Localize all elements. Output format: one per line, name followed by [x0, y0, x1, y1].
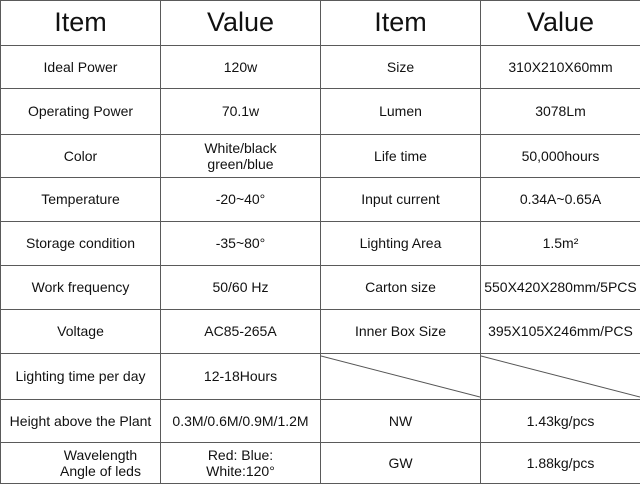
value-wavelength: Red: Blue: — [161, 447, 320, 463]
value-color-line1: White/black — [161, 140, 320, 156]
value-input-current: 0.34A~0.65A — [481, 178, 640, 222]
item-height-above-plant: Height above the Plant — [1, 400, 161, 443]
value-lighting-area: 1.5m² — [481, 222, 640, 266]
header-row — [1, 1, 640, 46]
item-lighting-area: Lighting Area — [321, 222, 481, 266]
value-work-frequency: 50/60 Hz — [161, 266, 321, 310]
empty-cell-diagonal — [481, 354, 640, 400]
table-row — [1, 400, 640, 443]
item-storage-condition: Storage condition — [1, 222, 161, 266]
header-item: Item — [321, 1, 481, 46]
item-wavelength-angle — [1, 443, 161, 484]
value-carton-size: 550X420X280mm/5PCS — [481, 266, 640, 310]
item-voltage: Voltage — [1, 310, 161, 354]
item-lighting-time: Lighting time per day — [1, 354, 161, 400]
value-angle: White:120° — [161, 463, 320, 479]
table-row — [1, 135, 640, 178]
table-row — [1, 178, 640, 222]
value-gw: 1.88kg/pcs — [481, 443, 640, 484]
diagonal-line — [321, 354, 480, 399]
empty-cell-diagonal — [321, 354, 481, 400]
value-inner-box-size: 395X105X246mm/PCS — [481, 310, 640, 354]
item-wavelength: Wavelength — [41, 447, 160, 463]
item-color: Color — [1, 135, 161, 178]
diagonal-line — [481, 354, 640, 399]
item-input-current: Input current — [321, 178, 481, 222]
value-storage-condition: -35~80° — [161, 222, 321, 266]
item-carton-size: Carton size — [321, 266, 481, 310]
item-gw: GW — [321, 443, 481, 484]
header-value: Value — [161, 1, 321, 46]
item-temperature: Temperature — [1, 178, 161, 222]
item-nw: NW — [321, 400, 481, 443]
item-ideal-power: Ideal Power — [1, 46, 161, 89]
table-row — [1, 266, 640, 310]
table-row — [1, 46, 640, 89]
header-value: Value — [481, 1, 640, 46]
header-item: Item — [1, 1, 161, 46]
item-size: Size — [321, 46, 481, 89]
value-lumen: 3078Lm — [481, 89, 640, 135]
table-row — [1, 310, 640, 354]
item-angle-of-leds: Angle of leds — [41, 463, 160, 479]
value-temperature: -20~40° — [161, 178, 321, 222]
item-inner-box-size: Inner Box Size — [321, 310, 481, 354]
value-operating-power: 70.1w — [161, 89, 321, 135]
item-work-frequency: Work frequency — [1, 266, 161, 310]
value-height-above-plant: 0.3M/0.6M/0.9M/1.2M — [161, 400, 321, 443]
value-nw: 1.43kg/pcs — [481, 400, 640, 443]
value-size: 310X210X60mm — [481, 46, 640, 89]
table-row — [1, 354, 640, 400]
table-row — [1, 89, 640, 135]
table-row — [1, 443, 640, 484]
table-row — [1, 222, 640, 266]
value-ideal-power: 120w — [161, 46, 321, 89]
item-lumen: Lumen — [321, 89, 481, 135]
value-color — [161, 135, 321, 178]
value-life-time: 50,000hours — [481, 135, 640, 178]
item-operating-power: Operating Power — [1, 89, 161, 135]
value-voltage: AC85-265A — [161, 310, 321, 354]
item-life-time: Life time — [321, 135, 481, 178]
value-wavelength-angle — [161, 443, 321, 484]
value-color-line2: green/blue — [161, 156, 320, 172]
value-lighting-time: 12-18Hours — [161, 354, 321, 400]
